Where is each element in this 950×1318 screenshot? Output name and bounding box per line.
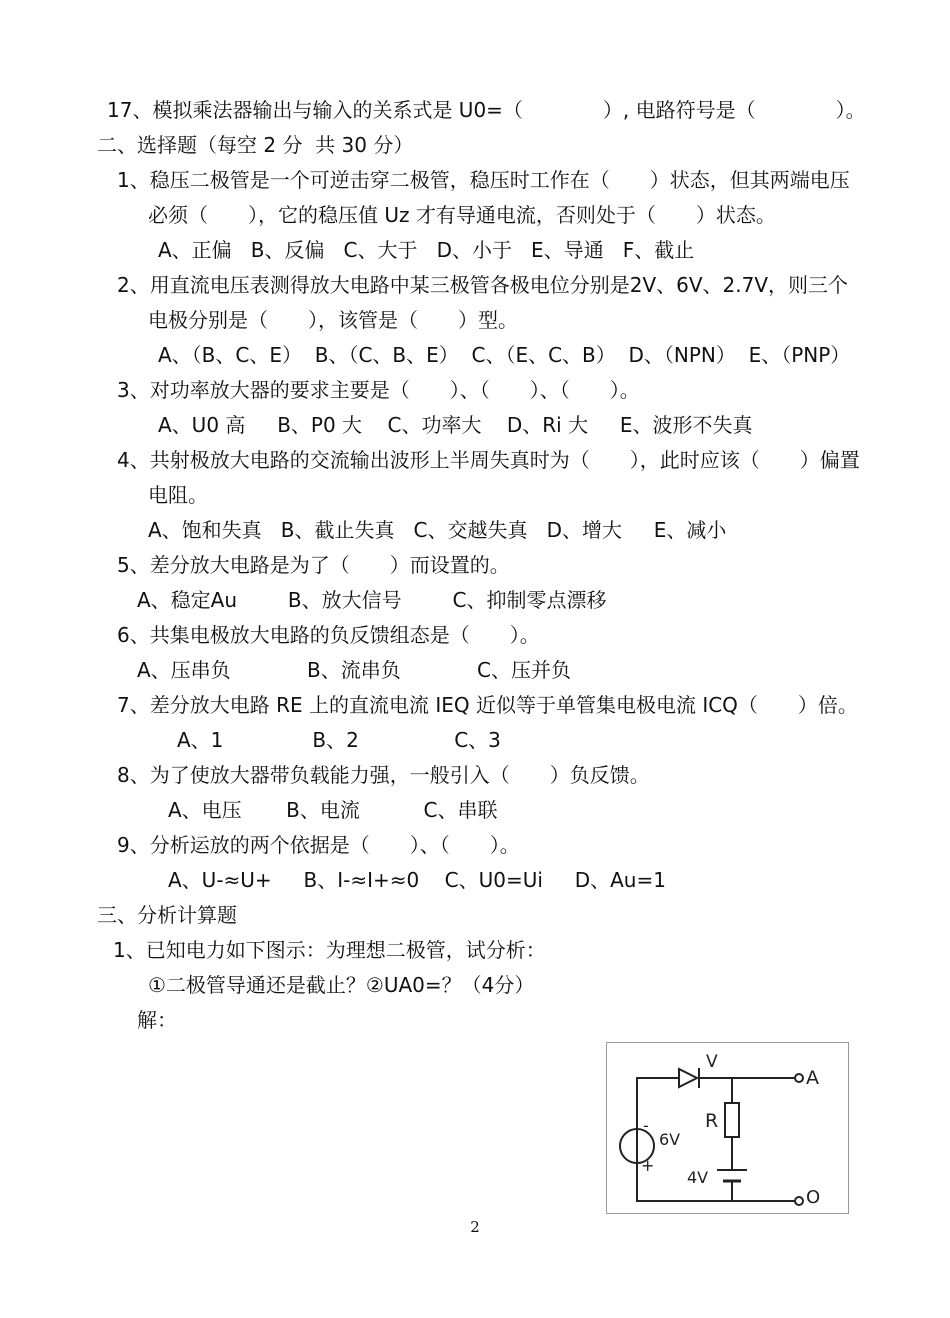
choice-q2-line-1: 2、用直流电压表测得放大电路中某三极管各极电位分别是2V、6V、2.7V，则三个 (117, 273, 849, 297)
diode-label: V (706, 1052, 718, 1072)
section-heading-analysis: 三、分析计算题 (97, 903, 237, 927)
question-17-line: 17、模拟乘法器输出与输入的关系式是 U0=（ ）, 电路符号是（ ）。 (107, 98, 866, 122)
choice-q6-options: A、压串负 B、流串负 C、压并负 (137, 658, 571, 682)
choice-q1-line-1: 1、稳压二极管是一个可逆击穿二极管，稳压时工作在（ ）状态，但其两端电压 (117, 168, 850, 192)
choice-q2-options: A、（B、C、E） B、（C、B、E） C、（E、C、B） D、（NPN） E、（PNP） (158, 343, 851, 367)
choice-q1-options: A、正偏 B、反偏 C、大于 D、小于 E、导通 F、截止 (158, 238, 695, 262)
wire-bottom (637, 1164, 795, 1201)
choice-q8-line: 8、为了使放大器带负载能力强，一般引入（ ）负反馈。 (117, 763, 650, 787)
choice-q1-line-2: 必须（ ），它的稳压值 Uz 才有导通电流，否则处于（ ）状态。 (148, 203, 776, 227)
choice-q7-options: A、1 B、2 C、3 (177, 728, 501, 752)
node-o-label: O (806, 1187, 821, 1208)
choice-q8-options: A、电压 B、电流 C、串联 (168, 798, 498, 822)
terminal-a (795, 1074, 803, 1082)
choice-q4-line-2: 电阻。 (148, 483, 208, 507)
resistor-label: R (705, 1110, 719, 1132)
choice-q5-line: 5、差分放大电路是为了（ ）而设置的。 (117, 553, 510, 577)
choice-q4-line-1: 4、共射极放大电路的交流输出波形上半周失真时为（ ），此时应该（ ）偏置 (117, 448, 860, 472)
circuit-schematic (607, 1043, 848, 1213)
choice-q2-line-2: 电极分别是（ ），该管是（ ）型。 (148, 308, 518, 332)
page-number: 2 (470, 1218, 480, 1236)
node-a-label: A (806, 1067, 819, 1089)
terminal-o (795, 1197, 803, 1205)
resistor-symbol (725, 1103, 739, 1137)
source-minus-sign: - (643, 1116, 649, 1135)
choice-q9-options: A、U-≈U+ B、I-≈I+≈0 C、U0=Ui D、Au=1 (168, 868, 666, 892)
diode-symbol (679, 1068, 699, 1088)
choice-q3-line: 3、对功率放大器的要求主要是（ ）、（ ）、（ ）。 (117, 378, 640, 402)
analysis-q1-line-1: 1、已知电力如下图示：为理想二极管，试分析： (113, 938, 546, 962)
circuit-diagram (606, 1042, 849, 1214)
source-voltage-label: 6V (659, 1130, 681, 1149)
source-plus-sign: + (641, 1156, 655, 1175)
battery-symbol (717, 1170, 747, 1181)
answer-label: 解： (137, 1008, 177, 1032)
choice-q3-options: A、U0 高 B、P0 大 C、功率大 D、Ri 大 E、波形不失真 (158, 413, 753, 437)
choice-q9-line: 9、分析运放的两个依据是（ ）、（ ）。 (117, 833, 520, 857)
battery-voltage-label: 4V (687, 1168, 709, 1187)
choice-q4-options: A、饱和失真 B、截止失真 C、交越失真 D、增大 E、减小 (148, 518, 727, 542)
choice-q6-line: 6、共集电极放大电路的负反馈组态是（ ）。 (117, 623, 540, 647)
choice-q5-options: A、稳定Au B、放大信号 C、抑制零点漂移 (137, 588, 607, 612)
choice-q7-line: 7、差分放大电路 RE 上的直流电流 IEQ 近似等于单管集电极电流 ICQ（ ）倍。 (117, 693, 858, 717)
analysis-q1-line-2: ①二极管导通还是截止？②UA0=？（4分） (148, 973, 535, 997)
section-heading-choice: 二、选择题（每空 2 分 共 30 分） (97, 133, 414, 157)
